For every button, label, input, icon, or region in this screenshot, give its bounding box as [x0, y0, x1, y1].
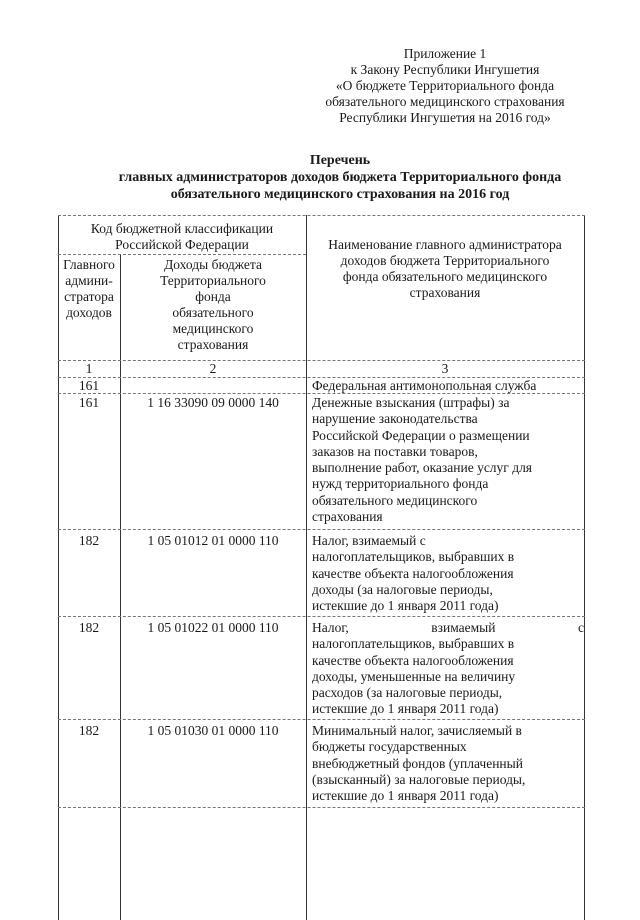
- table-divider-col1: [120, 255, 121, 920]
- admin-code: 182: [78, 723, 100, 738]
- admin-code: 161: [78, 395, 100, 410]
- income-code: 1 05 01012 01 0000 110: [147, 533, 279, 548]
- table-rule-row: [58, 529, 585, 530]
- income-code: 1 16 33090 09 0000 140: [147, 395, 279, 410]
- table-rule-row: [58, 719, 585, 720]
- document-title: [60, 152, 620, 203]
- column-number: 1: [85, 361, 93, 376]
- table-divider-col2: [306, 215, 307, 920]
- appendix-line: к Закону Республики Ингушетия: [350, 62, 540, 77]
- appendix-line: Республики Ингушетия на 2016 год»: [339, 110, 551, 125]
- appendix-line: Приложение 1: [403, 46, 487, 61]
- column-number: 3: [441, 361, 449, 376]
- administrators-table: [58, 215, 585, 920]
- table-border-right: [584, 215, 585, 920]
- table-rule-group: [58, 254, 306, 255]
- table-rule-top: [58, 215, 585, 216]
- income-description: Денежные взыскания (штрафы) за нарушение законодательства Российской Федерации о размещении заказов на поставки товаров, выполнение работ, оказание услуг для нужд территориального фонда обязательного медицинского страхования: [312, 395, 533, 525]
- admin-code: 182: [78, 533, 100, 548]
- header-budget-classification: Код бюджетной классификации Российской Федерации: [90, 221, 274, 252]
- title-line: обязательного медицинского страхования на 2016 год: [170, 187, 510, 202]
- income-code: 1 05 01030 01 0000 110: [147, 723, 279, 738]
- income-code: 1 05 01022 01 0000 110: [147, 620, 279, 635]
- title-line: главных администраторов доходов бюджета Территориального фонда: [118, 170, 562, 185]
- header-col-admin: Главного админи- стратора доходов: [63, 257, 115, 320]
- admin-code: 182: [78, 620, 100, 635]
- table-rule-row: [58, 807, 585, 808]
- appendix-line: «О бюджете Территориального фонда: [335, 78, 555, 93]
- appendix-block: [300, 46, 590, 126]
- title-line: Перечень: [309, 153, 371, 168]
- header-col-income: Доходы бюджета Территориального фонда обязательного медицинского страхования: [160, 257, 266, 352]
- column-number: 2: [209, 361, 217, 376]
- income-description: Налог, взимаемый с налогоплательщиков, выбравших в качестве объекта налогообложения доходы, уменьшенные на величину расходов (за налоговые периоды, истекшие до 1 января 2011 года): [312, 620, 584, 717]
- table-rule-row: [58, 616, 585, 617]
- header-col-name: Наименование главного администратора доходов бюджета Территориального фонда обязательного медицинского страхования: [328, 237, 562, 300]
- appendix-line: обязательного медицинского страхования: [325, 94, 565, 109]
- income-description: Минимальный налог, зачисляемый в бюджеты государственных внебюджетный фондов (уплаченный (взысканный) за налоговые периоды, истекшие до 1 января 2011 года): [312, 723, 526, 804]
- income-description: Налог, взимаемый с налогоплательщиков, выбравших в качестве объекта налогообложения доходы (за налоговые периоды, истекшие до 1 января 2011 года): [312, 533, 515, 614]
- admin-code: 161: [78, 378, 100, 393]
- administrator-name: Федеральная антимонопольная служба: [312, 378, 537, 393]
